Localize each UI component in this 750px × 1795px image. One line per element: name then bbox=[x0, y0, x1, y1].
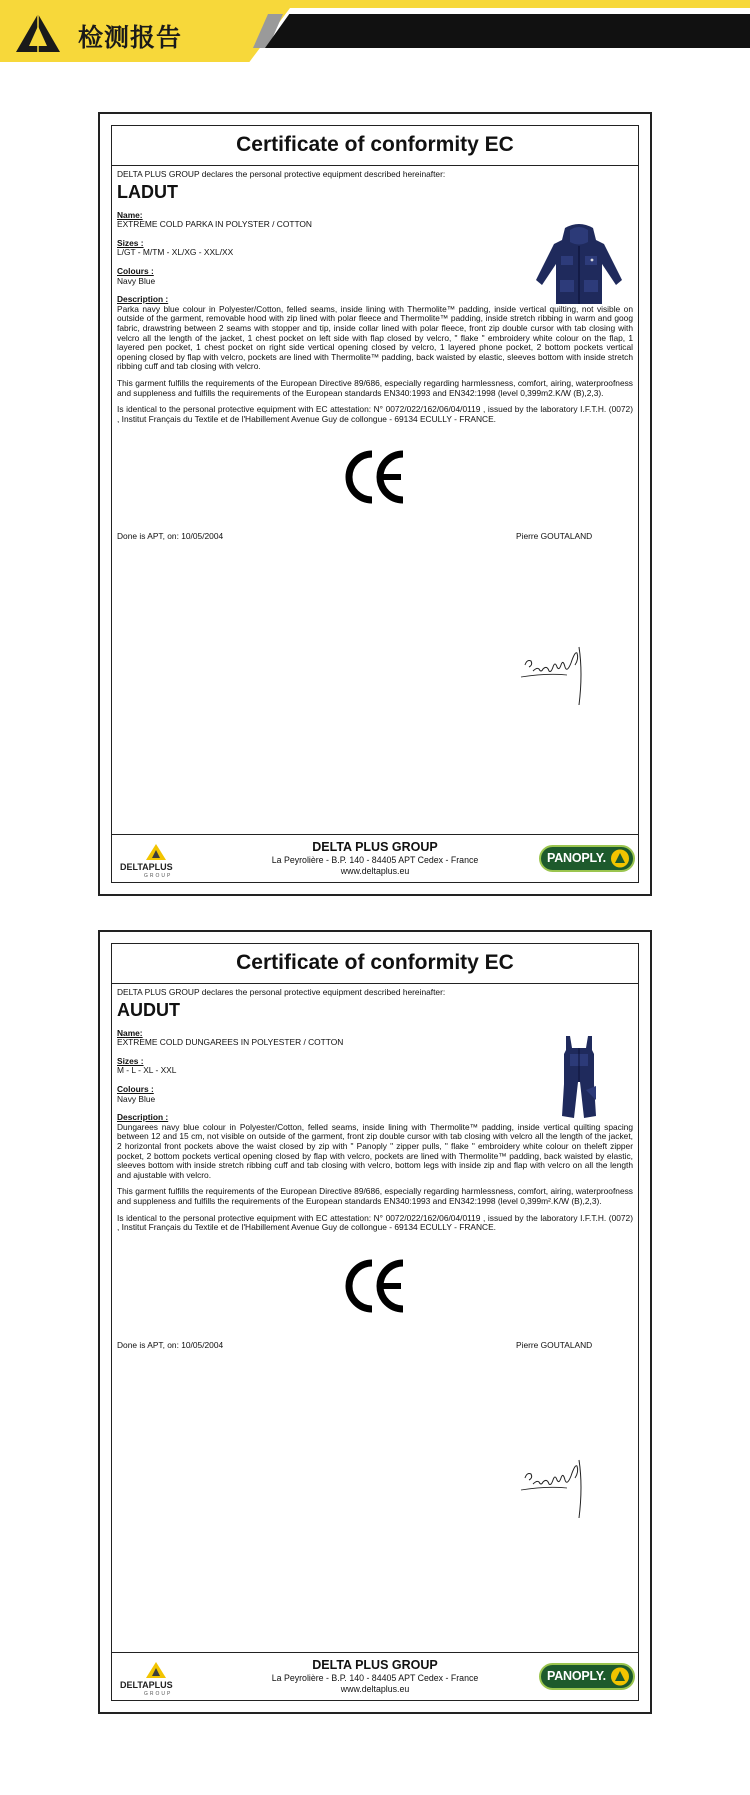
certificate-frame bbox=[111, 943, 639, 1701]
declaration-text: DELTA PLUS GROUP declares the personal protective equipment described hereinafter: bbox=[117, 169, 446, 179]
attestation-text: Is identical to the personal protective equipment with EC attestation: N° 0072/022/162/06/04/0119 , issued by the laboratory I.F.T.H. (0072) , Institut Français du Textile et de l'Habillement Avenue Guy de collongue - 69134 ECULLY - FRANCE. bbox=[117, 1212, 633, 1233]
sizes-label: Sizes : bbox=[117, 237, 144, 248]
sizes-value: L/GT - M/TM - XL/XG - XXL/XX bbox=[117, 247, 234, 258]
directive-text: This garment fulfills the requirements of the European Directive 89/686, especially regarding harmlessness, comfort, airing, waterproofness and suppleness and fulfills the requirements of the European standards EN340:1993 and EN342:1998 (level 0,399m2.K/W (B),2,3). bbox=[117, 377, 633, 398]
deltaplus-logo-text: DELTAPLUS bbox=[120, 862, 173, 872]
delta-triangle-icon bbox=[14, 12, 62, 54]
deltaplus-logo-sub: GROUP bbox=[144, 873, 173, 878]
description-text: Dungarees navy blue colour in Polyester/Cotton, felled seams, inside lining with Thermolite™ padding, inside vertical quilting spacing between 12 and 15 cm, not visible on outside of the garment, front zip double cursor with tab closing with velcro all the length of the jacket, 2 horizontal front pockets above the waist closed by zip with " Panoply " zipper pulls, " flake " embroidery white colour on theleft zipper pocket, 2 bottom pockets vertical opening closed by flap with velcro, pockets are lined with Thermolite™ padding, back waisted by elastic, sleeves bottom with inside stretch ribbing cuff and tab closing with velcro, bottom legs with inside zip and flap with velcro on all the length and ajustable with velcro. bbox=[117, 1121, 633, 1180]
certificate-footer bbox=[112, 834, 638, 882]
description-label: Description : bbox=[117, 294, 169, 305]
signature-row bbox=[117, 1341, 633, 1353]
name-value: EXTREME COLD DUNGAREES IN POLYESTER / COTTON bbox=[117, 1037, 344, 1048]
name-value: EXTREME COLD PARKA IN POLYSTER / COTTON bbox=[117, 219, 312, 230]
certificate-audut bbox=[98, 930, 652, 1714]
panoply-text: PANOPLY. bbox=[547, 1669, 606, 1683]
footer-website: www.deltaplus.eu bbox=[340, 1683, 410, 1694]
certificate-ladut bbox=[98, 112, 652, 896]
name-label: Name: bbox=[117, 209, 143, 220]
deltaplus-logo-sub: GROUP bbox=[144, 1691, 173, 1696]
banner-top-stripe bbox=[0, 0, 750, 8]
colours-label: Colours : bbox=[117, 265, 154, 276]
footer-address: La Peyrolière - B.P. 140 - 84405 APT Cedex - France bbox=[271, 1673, 479, 1683]
signer-name: Pierre GOUTALAND bbox=[516, 531, 593, 542]
footer-company: DELTA PLUS GROUP bbox=[312, 840, 438, 854]
signature-icon bbox=[517, 1456, 597, 1526]
signature-icon bbox=[517, 643, 597, 713]
declaration-text: DELTA PLUS GROUP declares the personal protective equipment described hereinafter: bbox=[117, 987, 446, 997]
colours-value: Navy Blue bbox=[117, 275, 156, 286]
certificate-title: Certificate of conformity EC bbox=[112, 944, 638, 984]
product-reference: AUDUT bbox=[117, 999, 180, 1020]
header-banner bbox=[0, 0, 750, 62]
panoply-logo bbox=[539, 1663, 635, 1690]
done-date: Done is APT, on: 10/05/2004 bbox=[117, 531, 224, 542]
certificate-title: Certificate of conformity EC bbox=[112, 126, 638, 166]
ce-mark-icon bbox=[343, 1259, 407, 1313]
deltaplus-logo-text: DELTAPLUS bbox=[120, 1680, 173, 1690]
panoply-text: PANOPLY. bbox=[547, 851, 606, 865]
footer-company: DELTA PLUS GROUP bbox=[312, 1658, 438, 1672]
certificate-body bbox=[112, 984, 638, 1353]
panoply-triangle-icon bbox=[610, 1667, 630, 1686]
signer-name: Pierre GOUTALAND bbox=[516, 1339, 593, 1350]
banner-black-bar bbox=[265, 14, 750, 48]
certificate-body bbox=[112, 166, 638, 544]
product-reference: LADUT bbox=[117, 181, 178, 202]
certificate-frame bbox=[111, 125, 639, 883]
signature-row bbox=[117, 532, 633, 544]
colours-value: Navy Blue bbox=[117, 1093, 156, 1104]
name-label: Name: bbox=[117, 1027, 143, 1038]
done-date: Done is APT, on: 10/05/2004 bbox=[117, 1339, 224, 1350]
description-label: Description : bbox=[117, 1112, 169, 1123]
panoply-triangle-icon bbox=[610, 849, 630, 868]
directive-text: This garment fulfills the requirements of the European Directive 89/686, especially regarding harmlessness, comfort, airing, waterproofness and suppleness and fulfills the requirements of the European standards EN340:1993 and EN342:1998 (level 0,399m².K/W (B),2,3). bbox=[117, 1186, 633, 1206]
footer-website: www.deltaplus.eu bbox=[340, 865, 410, 876]
dungarees-image bbox=[530, 1034, 628, 1122]
sizes-value: M - L - XL - XXL bbox=[117, 1065, 177, 1076]
sizes-label: Sizes : bbox=[117, 1055, 144, 1066]
ce-mark-icon bbox=[343, 450, 407, 504]
panoply-logo bbox=[539, 845, 635, 872]
banner-title: 检测报告 bbox=[78, 23, 183, 52]
certificate-footer bbox=[112, 1652, 638, 1700]
footer-address: La Peyrolière - B.P. 140 - 84405 APT Cedex - France bbox=[271, 855, 479, 865]
colours-label: Colours : bbox=[117, 1083, 154, 1094]
parka-jacket-image bbox=[530, 222, 628, 310]
description-text: Parka navy blue colour in Polyester/Cotton, felled seams, inside lining with Thermolite™ padding, inside vertical quilting, not visible on outside of the garment, removable hood with zip lined with polar fleece and Thermolite™ padding, inside stretch ribbing in warm and goog fabric, drawstring between 2 seams with stopper and tip, inside collar lined with polar fleece, front zip double cursor with tab closing with velcro all the length of the jacket, 1 chest pocket on left side with flap closed by velcro, " flake " embroidery white colour on the flap, 1 layered pen pocket, 1 chest pocket on right side vertical opening closed by velcro, 1 layered phone pocket, 2 bottom pockets vertical opening closed by flap with velcro, pockets are lined with Thermolite™ padding, back waisted by elastic, sleeves bottom with inside stretch ribbing cuff and tab closing with velcro. bbox=[117, 303, 633, 372]
attestation-text: Is identical to the personal protective equipment with EC attestation: N° 0072/022/162/06/04/0119 , issued by the laboratory I.F.T.H. (0072) , Institut Français du Textile et de l'Habillement Avenue Guy de collongue - 69134 ECULLY - FRANCE. bbox=[117, 404, 633, 424]
